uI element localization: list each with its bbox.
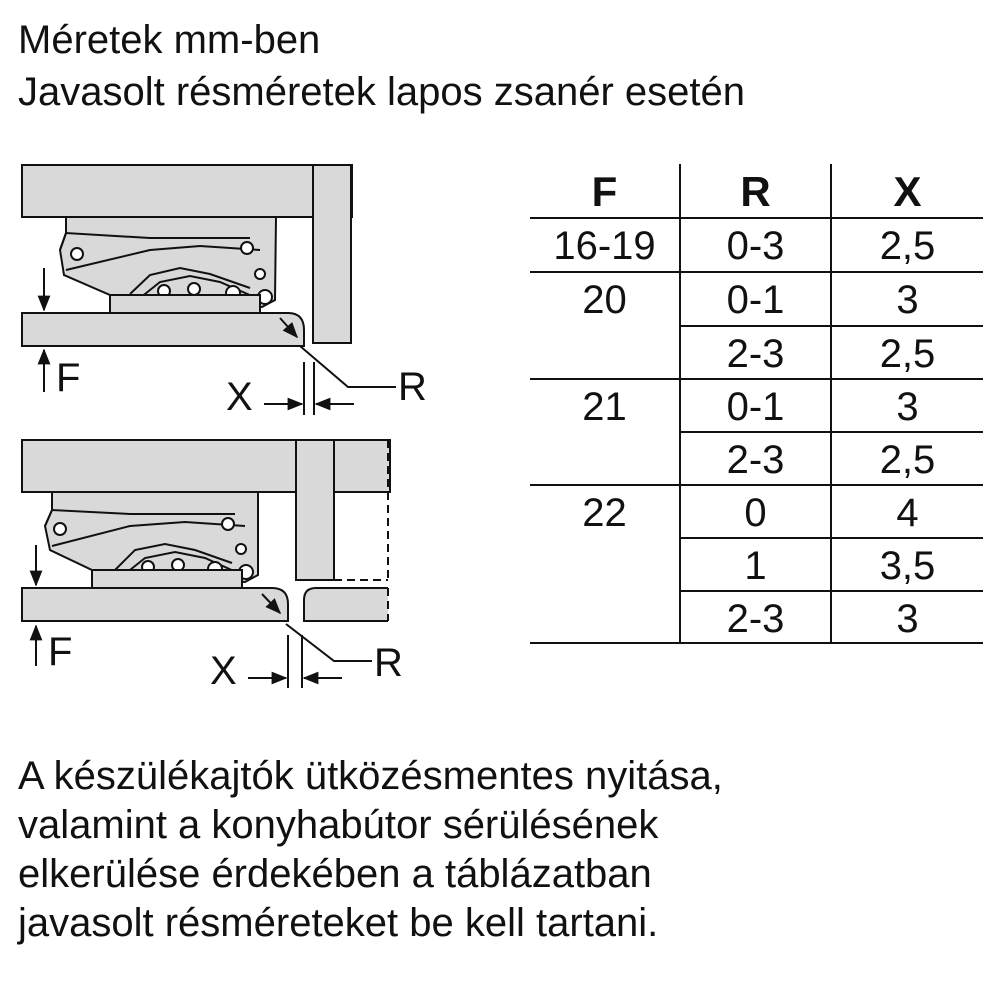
note-line-3: elkerülése érdekében a táblázatban [18,852,652,896]
label-x-top: X [226,375,253,419]
cabinet-panel-top [22,165,352,217]
hinge-hole-icon [236,544,246,554]
table-divider [680,325,983,327]
cabinet-side-wall [313,165,351,343]
table-cell-r: 0-3 [726,224,785,268]
hinge-hole-icon [54,523,66,535]
table-divider [530,217,983,219]
door-panel [22,588,288,621]
label-f-top: F [56,356,81,400]
gap-dimension-table [530,164,983,644]
heading-line-1: Méretek mm-ben [18,18,321,62]
table-cell-x: 2,5 [879,332,936,376]
table-divider [530,271,983,273]
table-cell-x: 4 [896,491,919,535]
note-line-1: A készülékajtók ütközésmentes nyitása, [18,754,723,798]
label-r-top: R [398,365,427,409]
note-line-2: valamint a konyhabútor sérülésének [18,803,659,847]
table-divider [680,431,983,433]
table-cell-x: 3 [896,278,919,322]
table-cell-r: 2-3 [726,332,785,376]
adjacent-door-panel [304,588,388,621]
heading-line-2: Javasolt résméretek lapos zsanér esetén [18,70,746,114]
table-cell-x: 3 [896,597,919,641]
table-cell-f: 20 [582,278,627,322]
hinge-hole-icon [71,248,83,260]
diagram-bottom [22,440,403,693]
table-cell-x: 3 [896,385,919,429]
table-header-f: F [591,168,618,215]
table-cell-x: 3,5 [879,544,936,588]
cabinet-side-wall [296,440,334,580]
note-line-4: javasolt résméreteket be kell tartani. [18,901,659,945]
label-f-bottom: F [48,630,73,674]
diagram-top [22,165,427,419]
table-cell-r: 0 [744,491,767,535]
table-cell-x: 2,5 [879,224,936,268]
hinge-hole-icon [241,242,253,254]
table-cell-f: 16-19 [553,224,656,268]
door-panel [22,313,304,346]
table-cell-r: 1 [744,544,767,588]
table-divider [530,378,983,380]
table-cell-r: 0-1 [726,385,785,429]
table-header-r: R [740,168,771,215]
table-cell-x: 2,5 [879,438,936,482]
table-cell-r: 2-3 [726,438,785,482]
table-header-x: X [893,168,922,215]
label-x-bottom: X [210,649,237,693]
table-divider [530,642,983,644]
hinge-hole-icon [255,269,265,279]
table-divider [680,590,983,592]
table-cell-f: 21 [582,385,627,429]
hinge-hole-icon [188,283,200,295]
table-cell-r: 0-1 [726,278,785,322]
table-divider [680,537,983,539]
installation-note [18,752,723,948]
table-cell-r: 2-3 [726,597,785,641]
table-cell-f: 22 [582,491,627,535]
label-r-bottom: R [374,641,403,685]
hinge-hole-icon [222,518,234,530]
table-divider [530,484,983,486]
